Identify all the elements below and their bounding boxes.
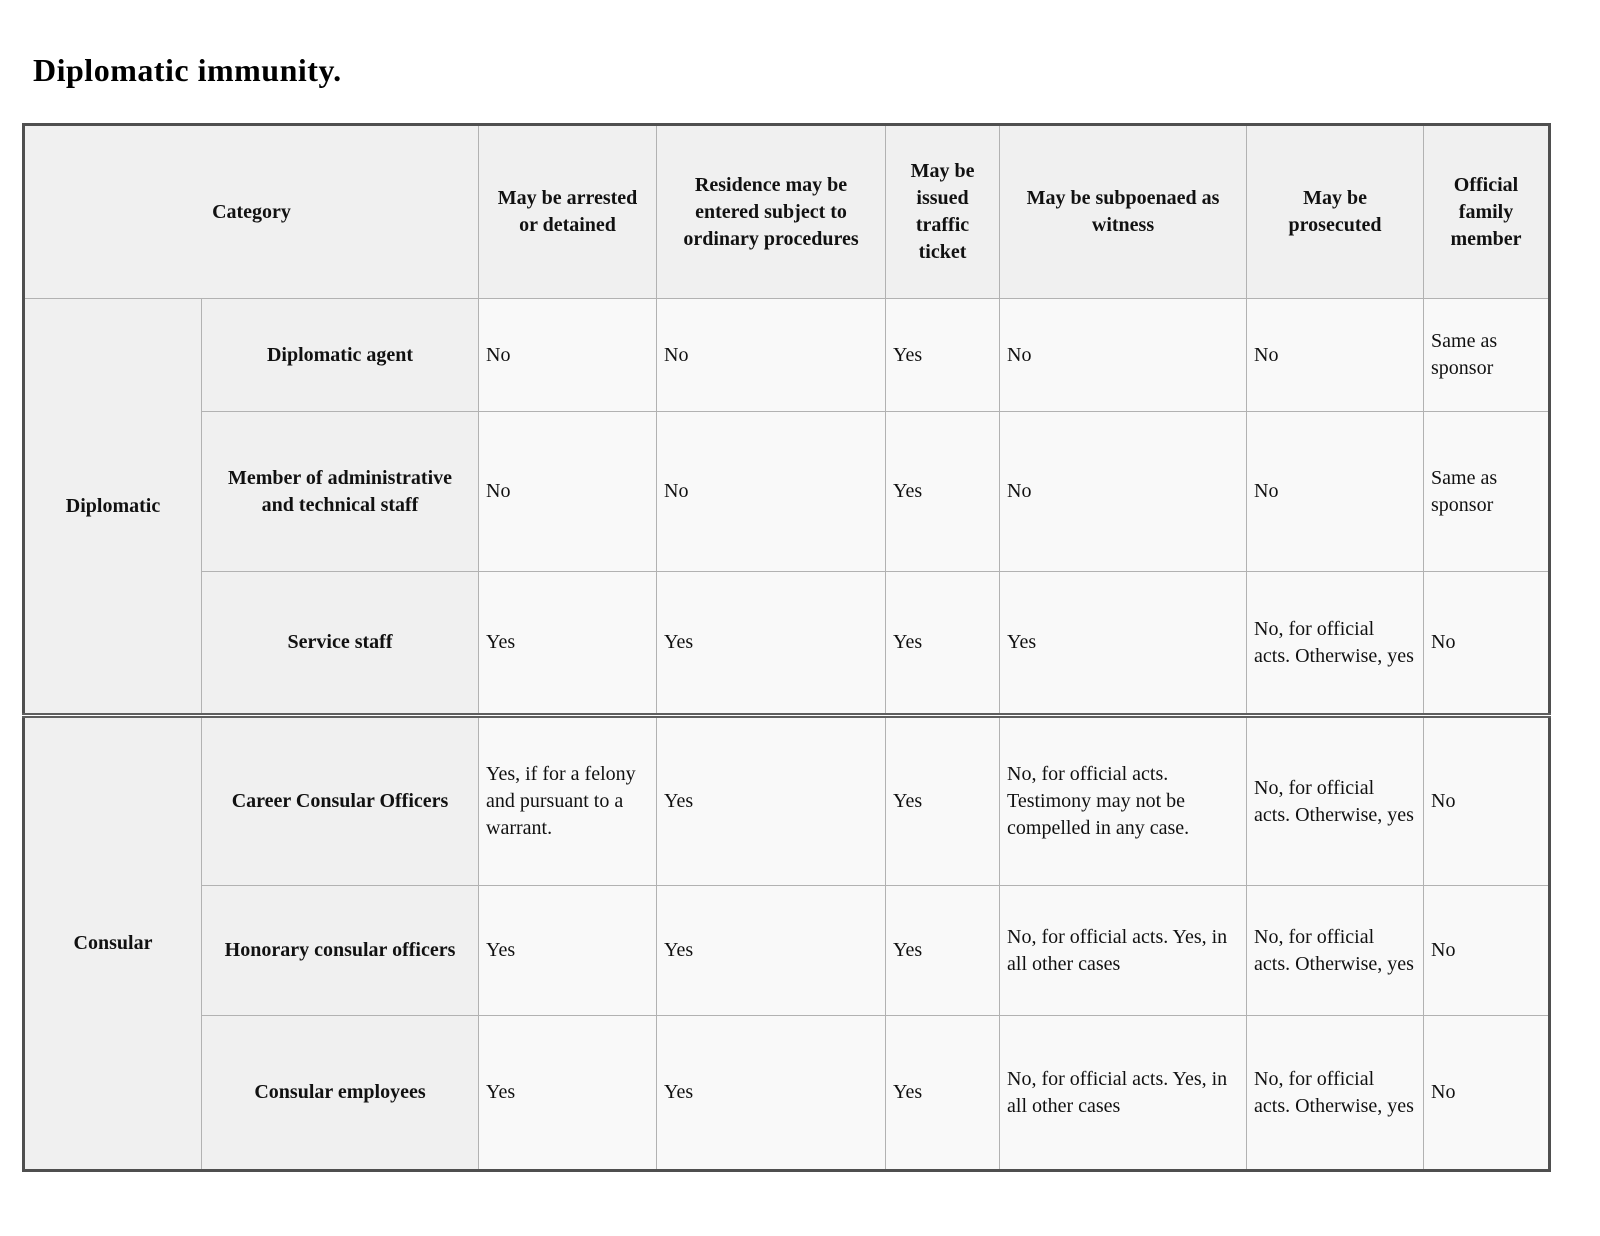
data-cell: Yes bbox=[886, 572, 1000, 716]
data-cell: No bbox=[1424, 886, 1550, 1016]
table-header-row bbox=[24, 125, 1550, 299]
data-cell: Yes bbox=[657, 572, 886, 716]
data-cell: No bbox=[657, 299, 886, 412]
data-cell: No, for official acts. Otherwise, yes bbox=[1247, 886, 1424, 1016]
data-cell: No bbox=[479, 299, 657, 412]
row-label-service-staff: Service staff bbox=[202, 572, 479, 716]
data-cell: Yes bbox=[479, 572, 657, 716]
data-cell: No bbox=[1000, 299, 1247, 412]
row-label-career-consular-officers: Career Consular Officers bbox=[202, 716, 479, 886]
diplomatic-immunity-table bbox=[22, 123, 1551, 1172]
group-label-consular: Consular bbox=[24, 716, 202, 1171]
data-cell: Yes bbox=[886, 886, 1000, 1016]
data-cell: No bbox=[1247, 412, 1424, 572]
data-cell: No bbox=[479, 412, 657, 572]
header-residence: Residence may be entered subject to ordinary procedures bbox=[657, 125, 886, 299]
data-cell: Yes bbox=[479, 886, 657, 1016]
data-cell: No, for official acts. Yes, in all other cases bbox=[1000, 886, 1247, 1016]
data-cell: Yes bbox=[657, 886, 886, 1016]
data-cell: Yes bbox=[886, 299, 1000, 412]
header-family: Official family member bbox=[1424, 125, 1550, 299]
data-cell: No bbox=[1424, 716, 1550, 886]
data-cell: Yes bbox=[479, 1016, 657, 1171]
data-cell: No, for official acts. Otherwise, yes bbox=[1247, 572, 1424, 716]
table-row bbox=[24, 716, 1550, 886]
data-cell: No, for official acts. Yes, in all other cases bbox=[1000, 1016, 1247, 1171]
data-cell: No, for official acts. Testimony may not be compelled in any case. bbox=[1000, 716, 1247, 886]
table-row bbox=[24, 572, 1550, 716]
data-cell: Same as sponsor bbox=[1424, 299, 1550, 412]
header-arrested: May be arrested or detained bbox=[479, 125, 657, 299]
data-cell: Yes bbox=[886, 412, 1000, 572]
data-cell: No, for official acts. Otherwise, yes bbox=[1247, 716, 1424, 886]
row-label-diplomatic-agent: Diplomatic agent bbox=[202, 299, 479, 412]
table-row bbox=[24, 886, 1550, 1016]
row-label-honorary-consular-officers: Honorary consular officers bbox=[202, 886, 479, 1016]
row-label-consular-employees: Consular employees bbox=[202, 1016, 479, 1171]
header-traffic: May be issued traffic ticket bbox=[886, 125, 1000, 299]
data-cell: No bbox=[1247, 299, 1424, 412]
data-cell: Yes, if for a felony and pursuant to a warrant. bbox=[479, 716, 657, 886]
table-row bbox=[24, 412, 1550, 572]
data-cell: Yes bbox=[657, 716, 886, 886]
header-subpoenaed: May be subpoenaed as witness bbox=[1000, 125, 1247, 299]
data-cell: No, for official acts. Otherwise, yes bbox=[1247, 1016, 1424, 1171]
header-prosecuted: May be prosecuted bbox=[1247, 125, 1424, 299]
data-cell: Yes bbox=[886, 1016, 1000, 1171]
table-row bbox=[24, 299, 1550, 412]
data-cell: Same as sponsor bbox=[1424, 412, 1550, 572]
data-cell: No bbox=[1424, 572, 1550, 716]
data-cell: No bbox=[657, 412, 886, 572]
data-cell: Yes bbox=[657, 1016, 886, 1171]
data-cell: Yes bbox=[1000, 572, 1247, 716]
header-category: Category bbox=[24, 125, 479, 299]
page-title: Diplomatic immunity. bbox=[33, 52, 342, 88]
row-label-admin-tech-staff: Member of administrative and technical staff bbox=[202, 412, 479, 572]
data-cell: No bbox=[1424, 1016, 1550, 1171]
data-cell: Yes bbox=[886, 716, 1000, 886]
data-cell: No bbox=[1000, 412, 1247, 572]
table-row bbox=[24, 1016, 1550, 1171]
group-label-diplomatic: Diplomatic bbox=[24, 299, 202, 716]
